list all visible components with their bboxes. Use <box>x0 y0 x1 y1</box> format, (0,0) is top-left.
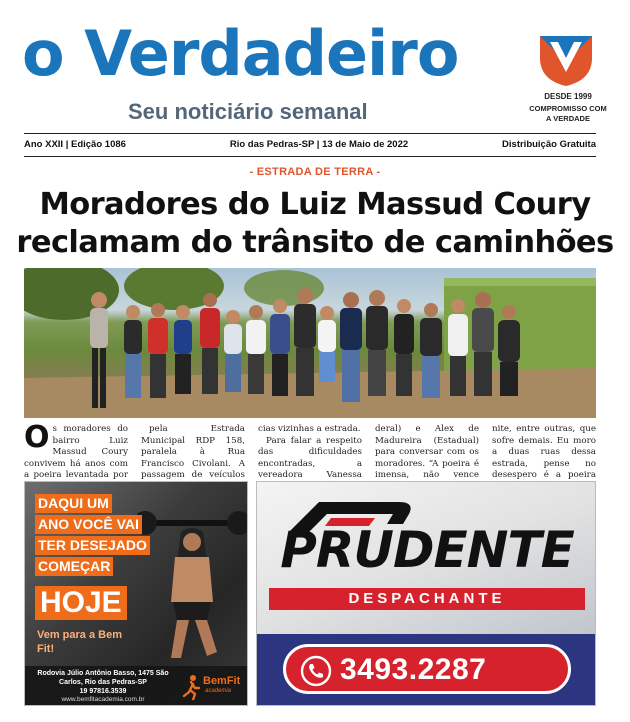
gym-phone: 19 97816.3539 <box>79 688 127 695</box>
story-column-5 <box>492 424 596 480</box>
top-rule <box>24 133 596 134</box>
info-bar <box>24 138 596 152</box>
bemfit-logo-name: BemFit <box>203 675 241 687</box>
gym-slogan-highlight: HOJE <box>35 586 127 620</box>
gym-advertisement[interactable] <box>24 481 248 706</box>
newspaper-title: o Verdadeiro <box>22 17 459 90</box>
column-text: pela Estrada Municipal RDP 158, paralela à Rua Francisco Civolani. A passagem de veículos <box>141 424 245 480</box>
despachante-subtitle: DESPACHANTE <box>269 588 585 610</box>
despachante-phone-number: 3493.2287 <box>340 653 487 686</box>
bemfit-logo <box>181 674 245 700</box>
location-date: Rio das Pedras-SP | 13 de Maio de 2022 <box>229 139 409 150</box>
distribution-info: Distribuição Gratuita <box>502 139 596 150</box>
story-column-3 <box>258 424 362 480</box>
edition-info: Ano XXII | Edição 1086 <box>24 139 126 150</box>
despachante-phone-button[interactable] <box>283 644 571 694</box>
gym-slogan-line: COMEÇAR <box>35 557 113 576</box>
column-text: nite, entre outras, que sofre demais. Eu moro a duas ruas dessa estrada, pense no desespero é a poeira <box>492 424 596 480</box>
gym-slogan-line: TER DESEJADO <box>35 536 150 555</box>
story-kicker: - ESTRADA DE TERRA - <box>249 166 381 178</box>
gym-slogan <box>35 494 145 578</box>
headline-line-1: Moradores do Luiz Massud Coury <box>39 187 591 222</box>
v-shield-logo-icon <box>536 28 596 88</box>
bemfit-logo-sub: academia <box>205 688 232 694</box>
gym-contact <box>33 669 173 696</box>
story-column-1 <box>24 424 128 480</box>
masthead <box>0 0 630 132</box>
newspaper-tagline: Seu noticiário semanal <box>128 99 368 124</box>
column-text: cias vizinhas a estrada. <box>258 424 361 434</box>
despachante-phone-band <box>257 634 596 706</box>
headline-line-2: reclamam do trânsito de caminhões <box>16 225 614 260</box>
story-photo <box>24 268 596 418</box>
motto-label: COMPROMISSO COM A VERDADE <box>529 104 607 123</box>
athlete-illustration <box>137 502 247 662</box>
story-column-4 <box>375 424 479 480</box>
phone-icon <box>300 655 332 687</box>
column-text: deral) e Alex de Madureira (Estadual) para conversar com os moradores. “A poeira é imensa, não vence <box>375 424 479 480</box>
drop-cap: O <box>24 424 50 455</box>
gym-address: Rodovia Júlio Antônio Basso, 1475 São Carlos, Rio das Pedras-SP <box>37 670 169 686</box>
since-label: DESDE 1999 <box>544 92 592 101</box>
despachante-advertisement[interactable] <box>256 481 596 706</box>
story-column-2 <box>141 424 245 480</box>
column-text: Para falar a respeito das dificuldades encontradas, a vereadora Vanessa <box>258 435 362 480</box>
story-body <box>24 424 596 480</box>
gym-slogan-line: DAQUI UM <box>35 494 112 513</box>
despachante-name: PRUDENTE <box>280 521 574 579</box>
group-photo-illustration <box>24 268 596 418</box>
story-headline <box>10 186 620 262</box>
runner-icon <box>181 674 201 700</box>
column-text: s moradores do bairro Luiz Massud Coury convivem há anos com a poeira levantada por <box>24 424 128 480</box>
gym-website-link[interactable]: www.bemfitacademia.com.br <box>61 696 145 703</box>
gym-footer <box>25 666 248 706</box>
gym-invite: Vem para a Bem Fit! <box>37 629 122 655</box>
gym-slogan-line: ANO VOCÊ VAI <box>35 515 142 534</box>
bottom-rule <box>24 156 596 157</box>
